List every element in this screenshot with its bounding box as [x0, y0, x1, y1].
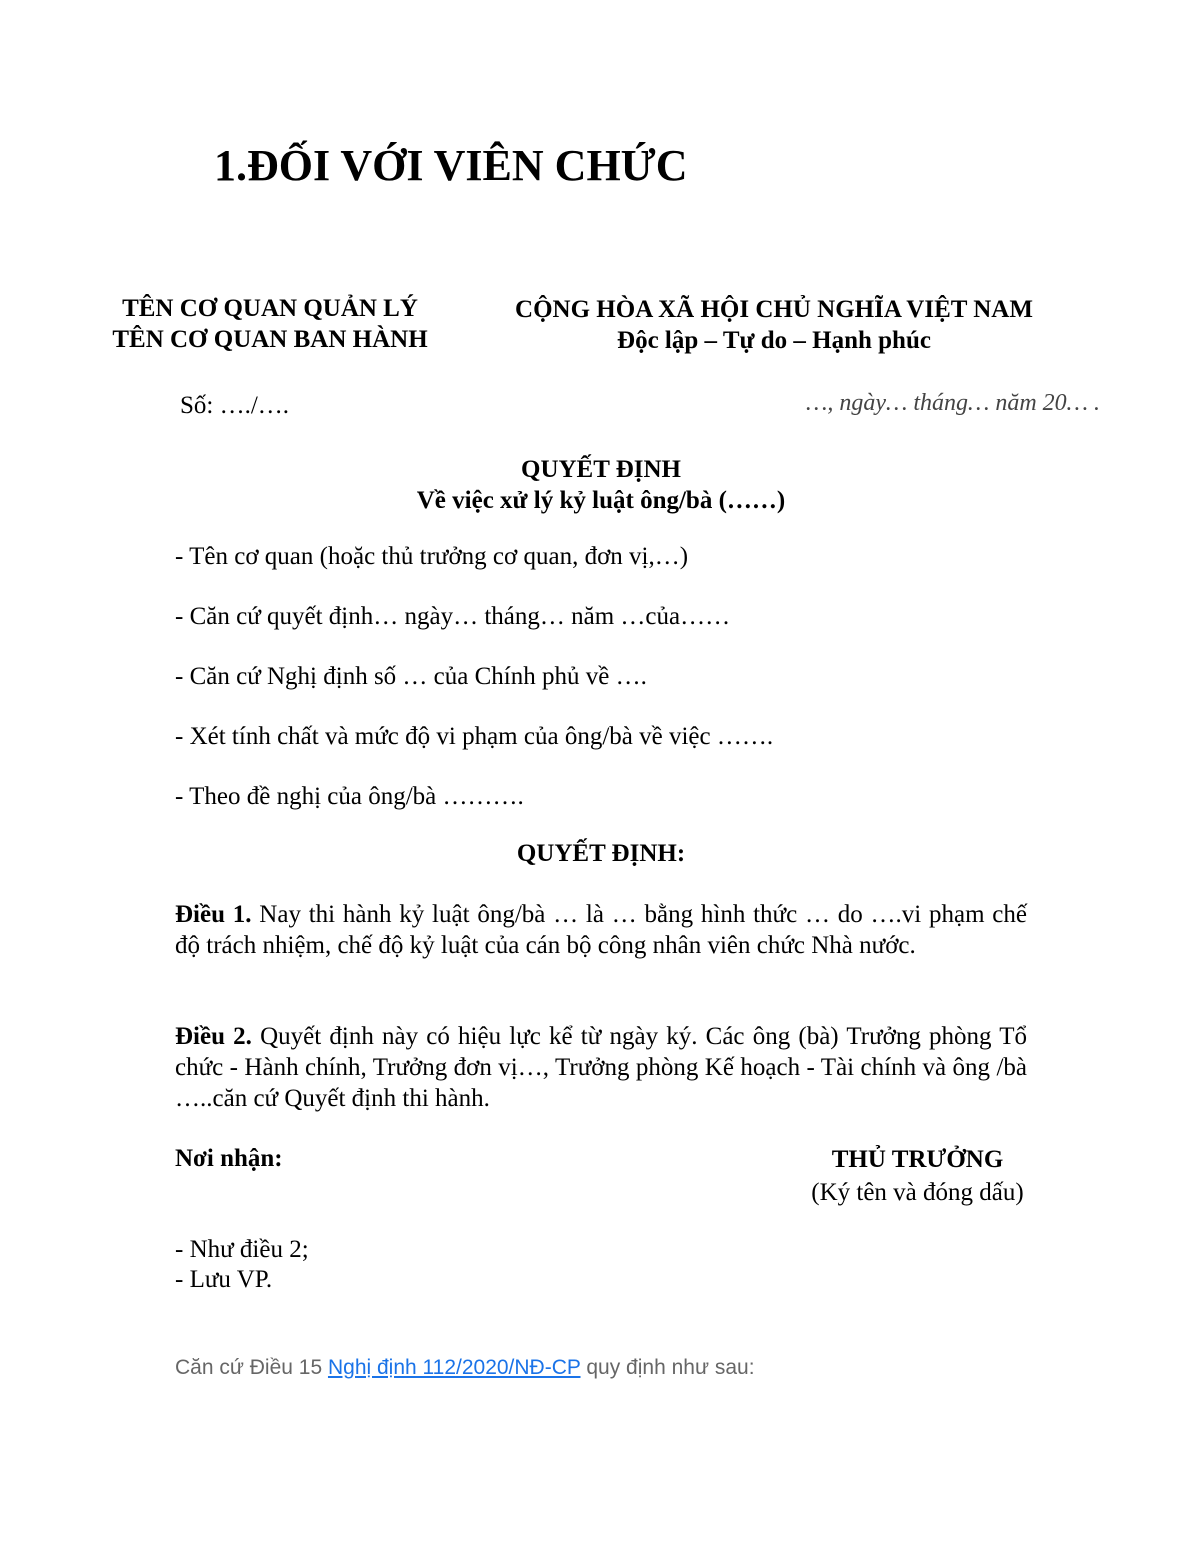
article-text: Quyết định này có hiệu lực kể từ ngày ký. Các ông (bà) Trưởng phòng Tổ chức - Hành chính, Trưởng đơn vị…, Trưởng phòng Kế hoạch - Tài chính và ông /bà …..căn cứ Quyết định thi hành. [175, 1023, 1028, 1112]
legal-reference-suffix: quy định như sau: [580, 1356, 755, 1379]
basis-item: - Tên cơ quan (hoặc thủ trưởng cơ quan, đơn vị,…) [175, 543, 689, 570]
basis-item: - Xét tính chất và mức độ vi phạm của ông/bà về việc ……. [175, 723, 774, 750]
basis-item: - Căn cứ quyết định… ngày… tháng… năm …của…… [175, 603, 731, 630]
national-motto: Độc lập – Tự do – Hạnh phúc [617, 327, 931, 354]
article-label: Điều 1. [175, 901, 252, 928]
document-number: Số: …./…. [180, 392, 290, 419]
article-label: Điều 2. [175, 1023, 252, 1050]
decide-heading: QUYẾT ĐỊNH: [516, 840, 686, 867]
decision-title-block [175, 454, 1027, 516]
article-text: Nay thi hành kỷ luật ông/bà … là … bằng hình thức … do ….vi phạm chế độ trách nhiệm, chế độ kỷ luật của cán bộ công nhân viên chức Nhà nước. [175, 901, 1027, 959]
issue-date: …, ngày… tháng… năm 20… . [805, 390, 1100, 416]
legal-reference [175, 1356, 755, 1380]
recipients-label: Nơi nhận: [175, 1145, 283, 1172]
signature-block [780, 1143, 1055, 1209]
recipient-item: - Lưu VP. [175, 1266, 273, 1293]
article-1 [175, 899, 1027, 961]
managing-agency-name: TÊN CƠ QUAN QUẢN LÝ [122, 295, 418, 322]
decision-subtitle: Về việc xử lý kỷ luật ông/bà (……) [416, 487, 786, 514]
article-2 [175, 1021, 1027, 1114]
page-title: 1.ĐỐI VỚI VIÊN CHỨC [214, 141, 688, 190]
basis-item: - Theo đề nghị của ông/bà ………. [175, 783, 524, 810]
legal-reference-prefix: Căn cứ Điều 15 [175, 1356, 328, 1379]
signer-role: THỦ TRƯỞNG [831, 1146, 1004, 1173]
issuing-agency-name: TÊN CƠ QUAN BAN HÀNH [112, 326, 428, 353]
signature-note: (Ký tên và đóng dấu) [811, 1179, 1024, 1206]
decree-link[interactable]: Nghị định 112/2020/NĐ-CP [327, 1356, 581, 1379]
recipient-item: - Như điều 2; [175, 1236, 309, 1263]
country-name: CỘNG HÒA XÃ HỘI CHỦ NGHĨA VIỆT NAM [515, 296, 1033, 323]
basis-item: - Căn cứ Nghị định số … của Chính phủ về …. [175, 663, 647, 690]
national-motto-block [462, 294, 1086, 356]
issuing-agency-block [95, 293, 445, 355]
decision-title: QUYẾT ĐỊNH [521, 456, 681, 483]
